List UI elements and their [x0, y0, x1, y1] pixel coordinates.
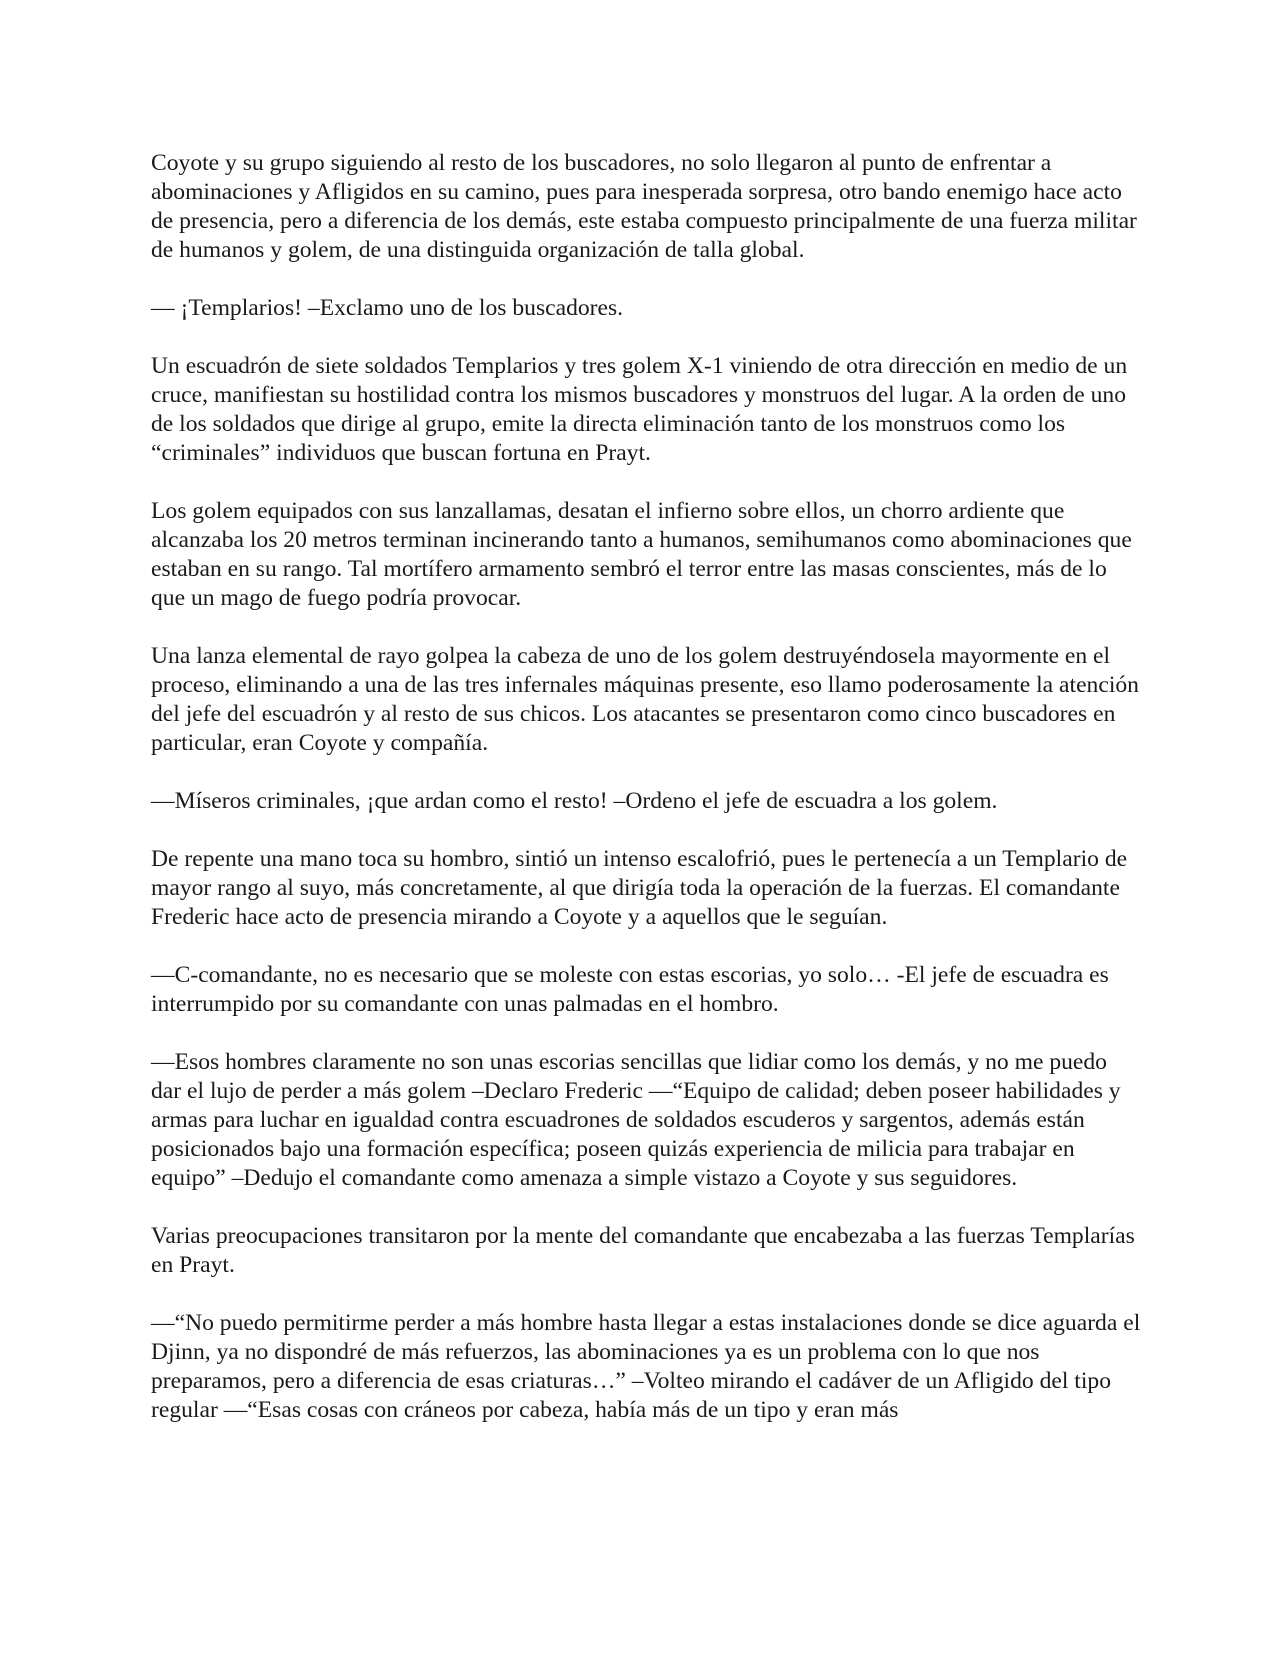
paragraph: —C-comandante, no es necesario que se moleste con estas escorias, yo solo… -El jefe de escuadra es interrumpido por su comandante con unas palmadas en el hombro. [151, 962, 1109, 1017]
paragraph: Un escuadrón de siete soldados Templarios y tres golem X-1 viniendo de otra dirección en medio de un cruce, manifiestan su hostilidad contra los mismos buscadores y monstruos del lugar. A la orden de uno de los soldados que dirige al grupo, emite la directa eliminación tanto de los monstruos como los “criminales” individuos que buscan fortuna en Prayt. [151, 353, 1128, 466]
paragraph: Una lanza elemental de rayo golpea la cabeza de uno de los golem destruyéndosela mayormente en el proceso, eliminando a una de las tres infernales máquinas presente, eso llamo poderosamente la atención del jefe del escuadrón y al resto de sus chicos. Los atacantes se presentaron como cinco buscadores en particular, eran Coyote y compañía. [151, 643, 1139, 756]
paragraph: —Esos hombres claramente no son unas escorias sencillas que lidiar como los demás, y no me puedo dar el lujo de perder a más golem –Declaro Frederic —“Equipo de calidad; deben poseer habilidades y armas para luchar en igualdad contra escuadrones de soldados escuderos y sargentos, además están posicionados bajo una formación específica; poseen quizás experiencia de milicia para trabajar en equipo” –Dedujo el comandante como amenaza a simple vistazo a Coyote y sus seguidores. [151, 1049, 1121, 1191]
paragraph: —“No puedo permitirme perder a más hombre hasta llegar a estas instalaciones donde se dice aguarda el Djinn, ya no dispondré de más refuerzos, las abominaciones ya es un problema con lo que nos preparamos, pero a diferencia de esas criaturas…” –Volteo mirando el cadáver de un Afligido del tipo regular —“Esas cosas con cráneos por cabeza, había más de un tipo y eran más [151, 1310, 1141, 1423]
document-body [151, 149, 1141, 1425]
paragraph: Varias preocupaciones transitaron por la mente del comandante que encabezaba a las fuerzas Templarías en Prayt. [151, 1223, 1135, 1278]
paragraph: De repente una mano toca su hombro, sintió un intenso escalofrió, pues le pertenecía a un Templario de mayor rango al suyo, más concretamente, al que dirigía toda la operación de la fuerzas. El comandante Frederic hace acto de presencia mirando a Coyote y a aquellos que le seguían. [151, 846, 1128, 930]
paragraph: Los golem equipados con sus lanzallamas, desatan el infierno sobre ellos, un chorro ardiente que alcanzaba los 20 metros terminan incinerando tanto a humanos, semihumanos como abominaciones que estaban en su rango. Tal mortífero armamento sembró el terror entre las masas conscientes, más de lo que un mago de fuego podría provocar. [151, 498, 1132, 611]
paragraph: — ¡Templarios! –Exclamo uno de los buscadores. [151, 295, 624, 321]
paragraph: —Míseros criminales, ¡que ardan como el resto! –Ordeno el jefe de escuadra a los golem. [151, 788, 998, 814]
paragraph: Coyote y su grupo siguiendo al resto de los buscadores, no solo llegaron al punto de enfrentar a abominaciones y Afligidos en su camino, pues para inesperada sorpresa, otro bando enemigo hace acto de presencia, pero a diferencia de los demás, este estaba compuesto principalmente de una fuerza militar de humanos y golem, de una distinguida organización de talla global. [151, 150, 1137, 263]
